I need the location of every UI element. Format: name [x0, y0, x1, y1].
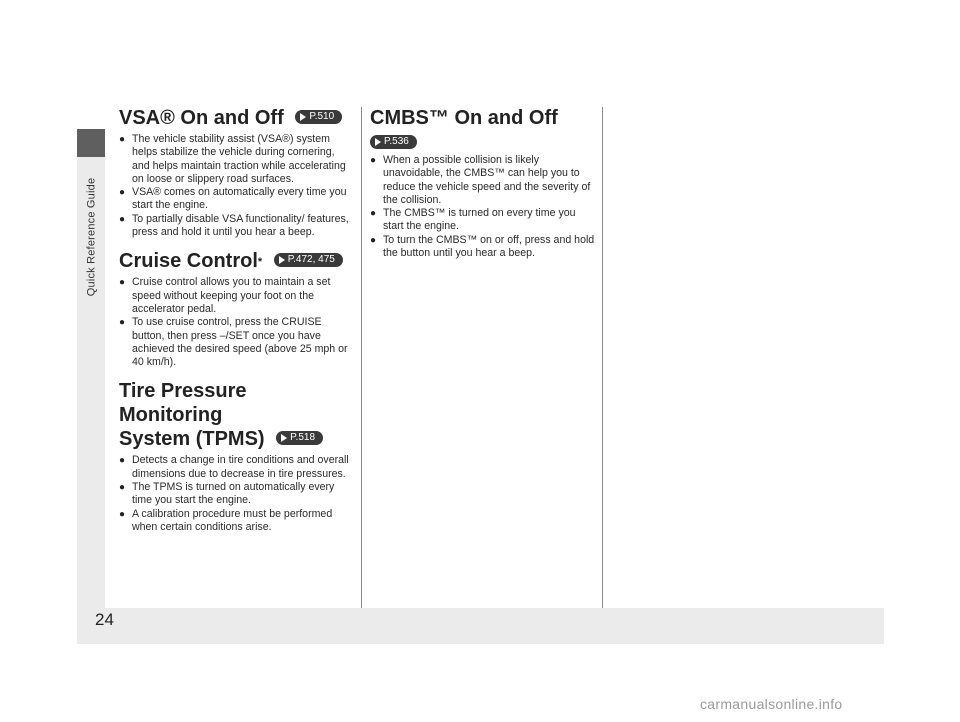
tpms-page-ref-link[interactable]: P.518: [276, 431, 323, 445]
cmbs-title: CMBS™ On and Off: [370, 107, 558, 129]
section-tpms: [119, 379, 355, 534]
list-item: ● Detects a change in tire conditions and overall dimensions due to decrease in tire pressures.: [119, 454, 355, 481]
vsa-heading: [119, 106, 355, 130]
cruise-bullet-list: [119, 276, 355, 369]
vsa-page-ref-link[interactable]: P.510: [295, 110, 342, 124]
section-cmbs: [370, 106, 598, 260]
list-item: ● VSA® comes on automatically every time you start the engine.: [119, 186, 355, 213]
list-item: ● Cruise control allows you to maintain a set speed without keeping your foot on the accelerator pedal.: [119, 276, 355, 316]
list-item: ● To use cruise control, press the CRUISE button, then press –/SET once you have achieved the desired speed (above 25 mph or 40 km/h).: [119, 316, 355, 369]
list-item: ● When a possible collision is likely unavoidable, the CMBS™ can help you to reduce the vehicle speed and the severity of the collision.: [370, 154, 598, 207]
cmbs-bullet-list: [370, 154, 598, 260]
column-left: [119, 106, 355, 544]
tpms-bullet-list: [119, 454, 355, 534]
section-vsa: [119, 106, 355, 239]
cruise-page-ref-link[interactable]: P.472, 475: [274, 253, 343, 267]
cmbs-heading: [370, 106, 598, 130]
cruise-heading: [119, 249, 355, 273]
tpms-title-line1: Tire Pressure Monitoring: [119, 380, 247, 427]
cruise-title: Cruise Control: [119, 250, 258, 273]
sidebar-label-text: Quick Reference Guide: [85, 177, 98, 297]
column-divider-right: [602, 107, 603, 608]
column-divider-left: [361, 107, 362, 608]
column-middle: [370, 106, 598, 270]
list-item: ● To partially disable VSA functionality/ features, press and hold it until you hear a beep.: [119, 213, 355, 240]
page-number: 24: [95, 610, 114, 629]
list-item: ● To turn the CMBS™ on or off, press and hold the button until you hear a beep.: [370, 234, 598, 261]
watermark-text: carmanualsonline.info: [700, 696, 843, 712]
sidebar-label: [77, 157, 105, 317]
tpms-heading: [119, 379, 355, 451]
tpms-title-line2: System (TPMS): [119, 428, 265, 451]
section-cruise-control: [119, 249, 355, 369]
cmbs-page-ref-link[interactable]: P.536: [370, 135, 417, 149]
cruise-asterisk: *: [257, 256, 263, 269]
list-item: ● A calibration procedure must be performed when certain conditions arise.: [119, 508, 355, 535]
list-item: ● The vehicle stability assist (VSA®) system helps stabilize the vehicle during cornering, and helps maintain traction while accelerating on loose or slippery road surfaces.: [119, 133, 355, 186]
section-tab-marker: [77, 129, 105, 157]
vsa-title: VSA® On and Off: [119, 107, 284, 129]
list-item: ● The CMBS™ is turned on every time you start the engine.: [370, 207, 598, 234]
list-item: ● The TPMS is turned on automatically every time you start the engine.: [119, 481, 355, 508]
vsa-bullet-list: [119, 133, 355, 239]
